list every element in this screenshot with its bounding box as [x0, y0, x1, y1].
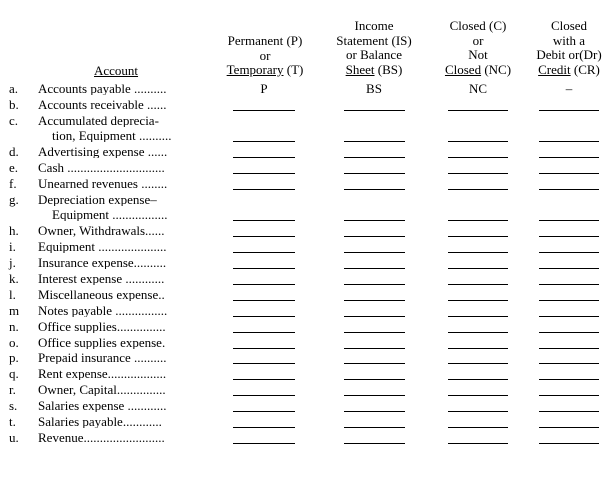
answer-blank[interactable] — [344, 411, 405, 412]
answer-blank[interactable] — [448, 284, 508, 285]
table-row — [0, 193, 611, 223]
account-name: Rent expense.................. — [38, 367, 167, 381]
answer-blank[interactable] — [448, 268, 508, 269]
header-col2-line4 — [314, 63, 434, 78]
answer-blank[interactable] — [539, 300, 599, 301]
answer-blank[interactable] — [448, 110, 508, 111]
answer-blank[interactable] — [448, 189, 508, 190]
table-row — [0, 351, 611, 366]
row-letter: t. — [9, 414, 16, 430]
header-account: Account — [94, 63, 139, 78]
answer-blank[interactable] — [233, 379, 295, 380]
header-col3-line1: Closed (C) — [449, 18, 507, 33]
account-name: Unearned revenues ........ — [38, 176, 168, 190]
header-col2-underlined: Sheet — [345, 61, 375, 77]
answer-blank[interactable] — [539, 363, 599, 364]
row-letter: h. — [9, 222, 19, 238]
answer-blank[interactable] — [448, 173, 508, 174]
row-letter: s. — [9, 398, 18, 414]
answer-blank[interactable] — [448, 348, 508, 349]
row-letter: m — [9, 302, 20, 318]
answer-blank[interactable] — [233, 110, 295, 111]
answer-blank[interactable] — [344, 284, 405, 285]
answer-blank[interactable] — [344, 268, 405, 269]
header-col3-suffix: (NC) — [481, 61, 512, 77]
answer-blank[interactable] — [233, 252, 295, 253]
answer-blank[interactable] — [344, 348, 405, 349]
account-name: Insurance expense.......... — [38, 255, 167, 269]
answer-blank[interactable] — [233, 427, 295, 428]
answer-blank[interactable] — [233, 268, 295, 269]
account-name: Depreciation expense– — [38, 192, 157, 206]
answer-blank[interactable] — [233, 411, 295, 412]
answer-blank[interactable] — [233, 395, 295, 396]
answer-blank[interactable] — [448, 395, 508, 396]
answer-blank[interactable] — [344, 236, 405, 237]
answer-blank[interactable] — [539, 220, 599, 221]
account-name: Miscellaneous expense.. — [38, 287, 165, 301]
header-closed-debit-credit — [523, 19, 611, 77]
table-row — [0, 82, 611, 97]
answer-blank[interactable] — [539, 443, 599, 444]
header-col1-suffix: (T) — [283, 62, 304, 77]
account-name: Equipment ..................... — [38, 239, 167, 253]
answer-value: BS — [366, 81, 382, 96]
answer-blank[interactable] — [233, 220, 295, 221]
answer-blank[interactable] — [233, 348, 295, 349]
answer-value: – — [565, 81, 573, 96]
answer-blank[interactable] — [448, 236, 508, 237]
header-col4-underlined: Credit — [538, 61, 571, 77]
header-col1-line2: or — [259, 47, 271, 63]
row-letter: l. — [9, 286, 16, 302]
account-name: Salaries payable............ — [38, 415, 162, 429]
header-col2-suffix: (BS) — [374, 61, 403, 77]
answer-blank[interactable] — [344, 379, 405, 380]
account-name: Owner, Capital............... — [38, 383, 166, 397]
account-name: Accounts payable .......... — [38, 82, 167, 95]
row-letter: n. — [9, 318, 19, 334]
answer-blank[interactable] — [448, 157, 508, 158]
answer-blank[interactable] — [344, 157, 405, 158]
answer-blank[interactable] — [539, 395, 599, 396]
answer-blank[interactable] — [233, 173, 295, 174]
table-row — [0, 304, 611, 319]
answer-blank[interactable] — [539, 236, 599, 237]
answer-blank[interactable] — [233, 332, 295, 333]
row-letter: f. — [9, 175, 17, 191]
header-col2-line1: Income — [354, 18, 394, 33]
row-letter: a. — [9, 81, 19, 96]
answer-blank[interactable] — [344, 252, 405, 253]
table-row — [0, 272, 611, 287]
answer-blank[interactable] — [539, 348, 599, 349]
answer-blank[interactable] — [233, 363, 295, 364]
answer-blank[interactable] — [344, 300, 405, 301]
answer-blank[interactable] — [448, 252, 508, 253]
answer-value: NC — [468, 81, 488, 96]
answer-blank[interactable] — [448, 316, 508, 317]
table-row — [0, 288, 611, 303]
answer-blank[interactable] — [539, 427, 599, 428]
table-row — [0, 240, 611, 255]
answer-blank[interactable] — [448, 141, 508, 142]
header-permanent-temporary — [205, 34, 325, 78]
answer-blank[interactable] — [344, 427, 405, 428]
account-name: Prepaid insurance .......... — [38, 351, 167, 365]
answer-blank[interactable] — [344, 220, 405, 221]
table-row — [0, 224, 611, 239]
answer-blank[interactable] — [344, 316, 405, 317]
answer-blank[interactable] — [344, 189, 405, 190]
answer-blank[interactable] — [539, 411, 599, 412]
header-col2-line3: or Balance — [346, 47, 402, 62]
answer-blank[interactable] — [233, 443, 295, 444]
answer-blank[interactable] — [539, 316, 599, 317]
account-name: Office supplies expense. — [38, 335, 166, 349]
answer-blank[interactable] — [539, 157, 599, 158]
header-col4-line3: Debit or(Dr) — [536, 47, 602, 62]
header-col4-line1: Closed — [550, 18, 588, 33]
row-letter: i. — [9, 238, 16, 254]
answer-blank[interactable] — [448, 427, 508, 428]
table-row — [0, 145, 611, 160]
answer-blank[interactable] — [448, 363, 508, 364]
answer-value: P — [260, 81, 268, 96]
header-col3-underlined: Closed — [444, 61, 482, 77]
answer-blank[interactable] — [539, 110, 599, 111]
header-col1-underlined: Temporary — [226, 62, 284, 77]
row-letter: e. — [9, 159, 19, 175]
header-col3-line4 — [418, 63, 538, 78]
account-name: Revenue......................... — [38, 431, 165, 445]
header-col3-line3: Not — [468, 47, 488, 62]
answer-blank[interactable] — [448, 443, 508, 444]
row-letter: o. — [9, 334, 19, 350]
row-letter: q. — [9, 366, 19, 382]
account-name: tion, Equipment .......... — [52, 128, 172, 142]
header-col4-suffix: (CR) — [570, 61, 600, 77]
table-row — [0, 431, 611, 446]
row-letter: b. — [9, 96, 19, 112]
answer-blank[interactable] — [539, 189, 599, 190]
table-row — [0, 367, 611, 382]
header-col1-line3 — [205, 63, 325, 78]
header-closed-not-closed — [418, 19, 538, 77]
account-name: Accumulated deprecia- — [38, 113, 159, 127]
answer-blank[interactable] — [344, 443, 405, 444]
answer-blank[interactable] — [448, 411, 508, 412]
account-name: Owner, Withdrawals...... — [38, 223, 165, 237]
answer-blank[interactable] — [233, 316, 295, 317]
table-row — [0, 320, 611, 335]
answer-blank[interactable] — [448, 300, 508, 301]
answer-blank[interactable] — [233, 236, 295, 237]
answer-blank[interactable] — [344, 173, 405, 174]
answer-blank[interactable] — [539, 379, 599, 380]
answer-blank[interactable] — [344, 332, 405, 333]
account-name: Advertising expense ...... — [38, 144, 168, 158]
table-row — [0, 114, 611, 144]
answer-blank[interactable] — [233, 157, 295, 158]
table-row — [0, 161, 611, 176]
header-col3-line2: or — [472, 32, 484, 48]
row-letter: r. — [9, 382, 16, 398]
header-col1-line1: Permanent (P) — [227, 33, 303, 48]
header-income-statement-balance-sheet — [314, 19, 434, 77]
header-col4-line2: with a — [552, 32, 586, 48]
row-letter: c. — [9, 112, 19, 128]
row-letter: g. — [9, 191, 19, 207]
row-letter: j. — [9, 254, 16, 270]
header-col4-line4 — [523, 63, 611, 78]
answer-blank[interactable] — [539, 173, 599, 174]
table-row — [0, 98, 611, 113]
account-name: Equipment ................. — [52, 207, 168, 221]
account-name: Interest expense ............ — [38, 271, 165, 285]
account-name: Accounts receivable ...... — [38, 97, 167, 111]
header-col2-line2: Statement (IS) — [336, 32, 412, 48]
account-name: Cash .............................. — [38, 160, 165, 174]
answer-blank[interactable] — [344, 110, 405, 111]
answer-blank[interactable] — [344, 141, 405, 142]
answer-blank[interactable] — [539, 332, 599, 333]
row-letter: d. — [9, 143, 19, 159]
table-row — [0, 336, 611, 351]
answer-blank[interactable] — [448, 332, 508, 333]
answer-blank[interactable] — [233, 284, 295, 285]
answer-blank[interactable] — [233, 189, 295, 190]
row-letter: k. — [9, 270, 19, 286]
table-row — [0, 415, 611, 430]
answer-blank[interactable] — [344, 395, 405, 396]
answer-blank[interactable] — [233, 141, 295, 142]
table-row — [0, 399, 611, 414]
answer-blank[interactable] — [233, 300, 295, 301]
row-letter: p. — [9, 350, 19, 366]
account-name: Notes payable ................ — [38, 303, 168, 317]
answer-blank[interactable] — [539, 141, 599, 142]
answer-blank[interactable] — [448, 379, 508, 380]
table-row — [0, 256, 611, 271]
answer-blank[interactable] — [448, 220, 508, 221]
answer-blank[interactable] — [539, 252, 599, 253]
answer-blank[interactable] — [539, 284, 599, 285]
row-letter: u. — [9, 430, 19, 446]
account-name: Office supplies............... — [38, 319, 166, 333]
account-name: Salaries expense ............ — [38, 399, 167, 413]
table-row — [0, 177, 611, 192]
answer-blank[interactable] — [344, 363, 405, 364]
answer-blank[interactable] — [539, 268, 599, 269]
table-row — [0, 383, 611, 398]
